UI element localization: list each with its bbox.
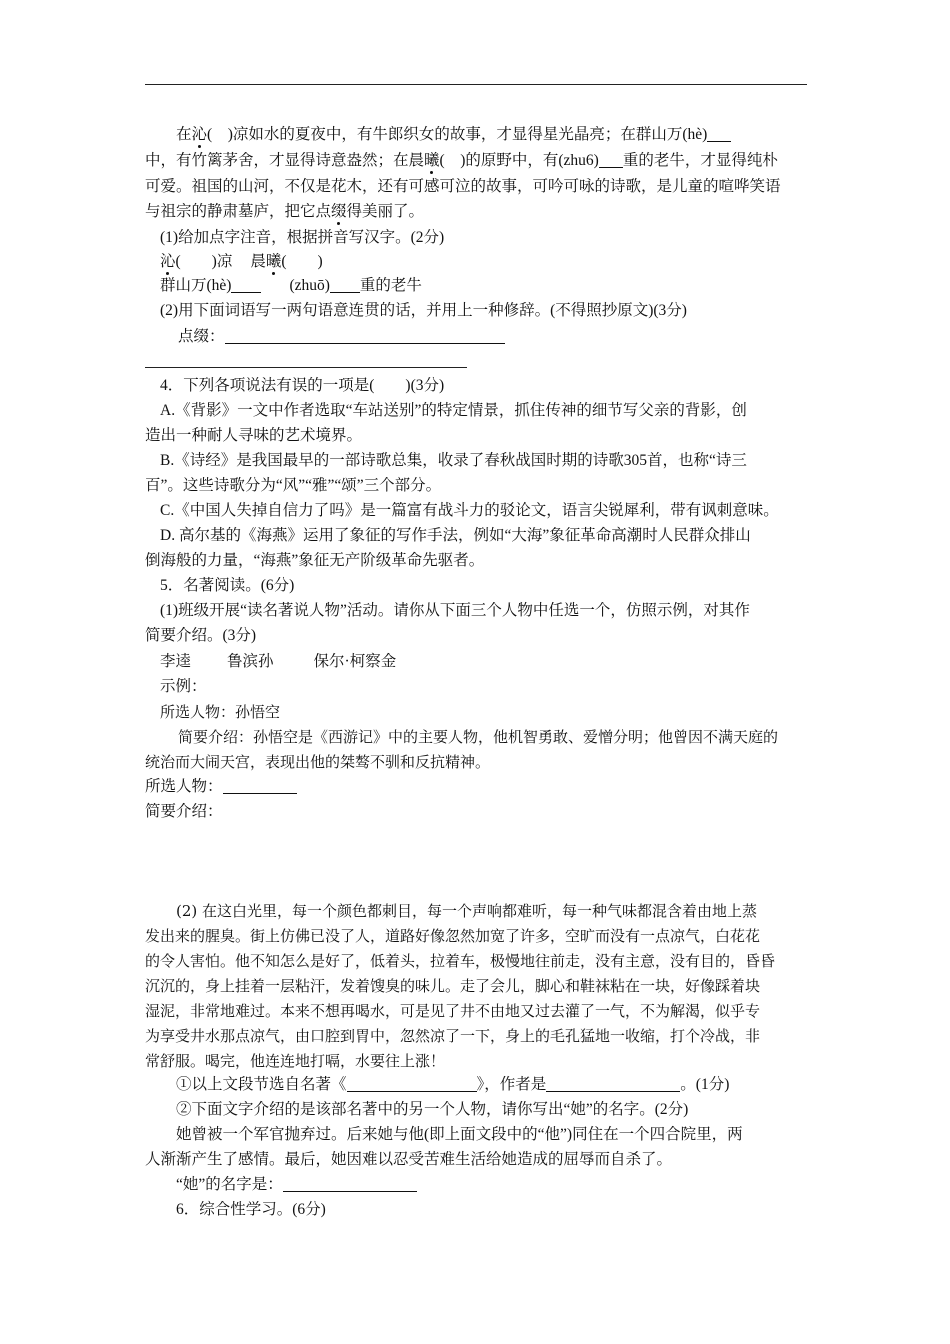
author-blank[interactable] [546, 1075, 680, 1092]
q4-option-d[interactable]: D. 高尔基的《海燕》运用了象征的写作手法，例如“大海”象征革命高潮时人民群众排山 [160, 527, 751, 544]
passage-text: 重的老牛，才显得纯朴 [622, 152, 778, 169]
passage-line-3: 可爱。祖国的山河，不仅是花木，还有可感可泣的故事，可吟可咏的诗歌，是儿童的喧哗笑语 [145, 178, 781, 195]
q4-option-d-cont: 倒海般的力量，“海燕”象征无产阶级革命先驱者。 [145, 552, 485, 569]
excerpt-line: (2) 在这白光里，每一个颜色都刺目，每一个声响都难听，每一种气味都混含着由地上蒸 [176, 902, 758, 920]
word-label: 点缀： [178, 328, 225, 345]
q3-part1-items-b [160, 274, 830, 298]
q4-option-a-cont: 造出一种耐人寻味的艺术境界。 [145, 427, 363, 444]
example-intro: 简要介绍：孙悟空是《西游记》中的主要人物，他机智勇敢、爱憎分明；他曾因不满天庭的 [178, 728, 779, 746]
dotted-char: 沁 [160, 253, 176, 270]
answer-blank[interactable] [707, 125, 731, 142]
answer-label: “她”的名字是： [176, 1176, 283, 1193]
q5-sub-b-text-cont: 人渐渐产生了感情。最后，她因难以忍受苦难生活给她造成的屈辱而自杀了。 [145, 1151, 673, 1168]
excerpt-line: 为享受井水那点凉气，由口腔到胃中，忽然凉了一下，身上的毛孔猛地一收缩，打个冷战，非 [145, 1027, 761, 1045]
answer-blank[interactable] [231, 276, 261, 293]
passage-line-2 [145, 149, 815, 173]
pinyin-item: 重的老牛 [359, 277, 422, 294]
passage-text: 在 [176, 126, 192, 143]
pinyin-item: (zhuō) [289, 277, 330, 294]
question-text: 》，作者是 [476, 1076, 547, 1093]
q5-character-options [160, 650, 830, 674]
q3-part2-prompt: (2)用下面词语写一两句语意连贯的话，并用上一种修辞。(不得照抄原文)(3分) [160, 302, 687, 319]
pinyin-item: ( )凉 [175, 253, 233, 270]
dotted-char: 沁 [191, 126, 208, 143]
example-pick: 所选人物：孙悟空 [160, 703, 281, 721]
answer-blank[interactable] [599, 151, 623, 168]
book-title-blank[interactable] [347, 1075, 477, 1092]
pinyin-item: 群山万(hè) [160, 277, 232, 294]
q5-sub-b-text: 她曾被一个军官抛弃过。后来她与他(即上面文段中的“他”)同住在一个四合院里，两 [176, 1126, 743, 1143]
excerpt-line: 常舒服。喝完，他连连地打嗝，水要往上涨！ [145, 1052, 446, 1070]
q5-part1-prompt: (1)班级开展“读名著说人物”活动。请你从下面三个人物中任选一个，仿照示例，对其作 [160, 602, 750, 619]
q5-sub-b: ②下面文字介绍的是该部名著中的另一个人物，请你写出“她”的名字。(2分) [176, 1101, 689, 1118]
intro-field: 简要介绍： [145, 803, 223, 820]
q3-part1-items-a [160, 250, 830, 274]
name-blank[interactable] [283, 1175, 417, 1192]
answer-line[interactable] [225, 327, 505, 344]
example-intro-cont: 统治而大闹天宫，表现出他的桀骜不驯和反抗精神。 [145, 753, 491, 771]
q5-sub-b-answer [176, 1173, 846, 1197]
excerpt-line: 发出来的腥臭。街上仿佛已没了人，道路好像忽然加宽了许多，空旷而没有一点凉气，白花花 [145, 927, 761, 945]
answer-blank[interactable] [330, 276, 360, 293]
question-text: 。(1分) [680, 1076, 730, 1093]
q6-stem: 6．综合性学习。(6分) [176, 1201, 326, 1218]
excerpt-line: 沉沉的，身上挂着一层粘汗，发着馊臭的味儿。走了会儿，脚心和鞋袜粘在一块，好像踩着块 [145, 977, 761, 995]
dotted-char: 曦 [265, 253, 282, 270]
dotted-char: 曦 [424, 152, 440, 169]
q5-part1-prompt-cont: 简要介绍。(3分) [145, 627, 257, 644]
q4-option-c[interactable]: C.《中国人失掉自信力了吗》是一篇富有战斗力的驳论文，语言尖锐犀利，带有讽刺意味。 [160, 502, 779, 519]
passage-text: 中，有竹篱茅舍，才显得诗意盎然；在晨 [145, 152, 425, 169]
character-name: 李逵 [160, 653, 192, 670]
q4-option-a[interactable]: A.《背影》一文中作者选取“车站送别”的特定情景，抓住传神的细节写父亲的背影，创 [160, 402, 747, 419]
dotted-char: 缀 [331, 203, 347, 220]
passage-text: 与祖宗的静肃墓庐，把它点 [145, 203, 332, 220]
pinyin-item: ( ) [281, 253, 323, 270]
pinyin-item: 晨 [250, 253, 266, 270]
passage-line-4 [145, 200, 815, 224]
passage-text: 得美丽了。 [346, 203, 425, 220]
passage-line-1 [176, 123, 846, 147]
header-rule [145, 84, 807, 85]
q3-part1-prompt: (1)给加点字注音，根据拼音写汉字。(2分) [160, 229, 445, 246]
excerpt-line: 的令人害怕。他不知怎么是好了，低着头，拉着车，极慢地往前走，没有主意，没有目的，昏昏 [145, 952, 776, 970]
answer-blank[interactable] [223, 777, 297, 794]
question-text: ①以上文段节选自名著《 [176, 1076, 347, 1093]
passage-text: ( )的原野中，有(zhu6) [439, 152, 599, 169]
q4-option-b[interactable]: B.《诗经》是我国最早的一部诗歌总集，收录了春秋战国时期的诗歌305首，也称“诗三 [160, 452, 747, 469]
pick-field [145, 775, 815, 799]
example-label: 示例： [160, 678, 207, 695]
q5-stem: 5．名著阅读。(6分) [160, 577, 295, 594]
excerpt-line: 湿泥，非常地难过。本来不想再喝水，可是见了井不由地又过去灌了一气，不为解渴，似乎专 [145, 1002, 761, 1020]
q3-part2-word [178, 325, 848, 349]
q4-stem: 4．下列各项说法有误的一项是( )(3分) [160, 377, 445, 394]
character-name: 保尔·柯察金 [313, 653, 397, 670]
pick-label: 所选人物： [145, 778, 223, 795]
answer-line[interactable] [145, 367, 467, 368]
passage-text: ( )凉如水的夏夜中，有牛郎织女的故事，才显得星光晶亮；在群山万(hè) [207, 126, 708, 143]
character-name: 鲁滨孙 [227, 653, 274, 670]
q4-option-b-cont: 百”。这些诗歌分为“风”“雅”“颂”三个部分。 [145, 477, 442, 494]
q5-sub-a [176, 1073, 846, 1097]
